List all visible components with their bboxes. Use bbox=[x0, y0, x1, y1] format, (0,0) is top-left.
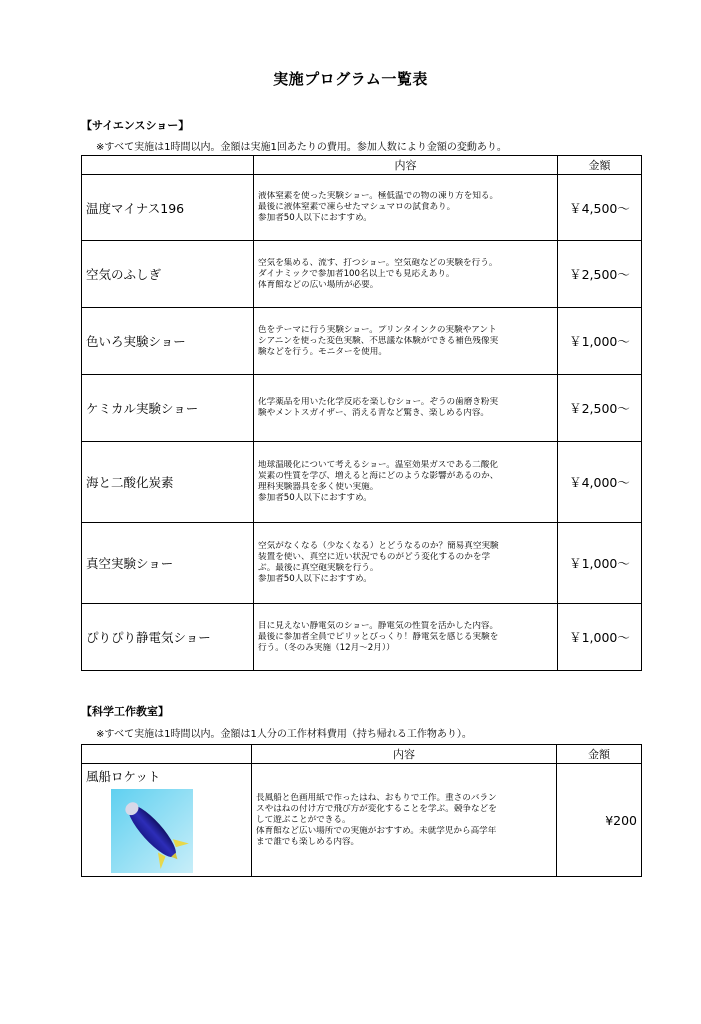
program-name: 色いろ実験ショー bbox=[82, 308, 254, 375]
program-description: 色をテーマに行う実験ショー。プリンタインクの実験やアント シアニンを使った変色実験、不思議な体験ができる補色残像実 験などを行う。モニターを使用。 bbox=[254, 308, 558, 375]
craft-table bbox=[81, 744, 642, 877]
program-name: ぴりぴり静電気ショー bbox=[82, 604, 254, 671]
science-show-note: ※すべて実施は1時間以内。金額は実施1回あたりの費用。参加人数により金額の変動あり。 bbox=[96, 142, 507, 153]
table-row bbox=[82, 764, 642, 877]
program-name: 空気のふしぎ bbox=[82, 241, 254, 308]
header-content: 内容 bbox=[254, 156, 558, 175]
table-row bbox=[82, 175, 642, 241]
program-name: ケミカル実験ショー bbox=[82, 375, 254, 442]
header-price: 金額 bbox=[558, 156, 642, 175]
program-price: ￥4,000～ bbox=[558, 442, 642, 523]
header-blank bbox=[82, 156, 254, 175]
table-row bbox=[82, 523, 642, 604]
craft-note: ※すべて実施は1時間以内。金額は1人分の工作材料費用（持ち帰れる工作物あり）。 bbox=[96, 729, 472, 740]
balloon-rocket-image bbox=[111, 789, 193, 873]
program-description: 液体窒素を使った実験ショー。極低温での物の凍り方を知る。 最後に液体窒素で凍らせたマシュマロの試食あり。 参加者50人以下におすすめ。 bbox=[254, 175, 558, 241]
program-cell bbox=[82, 764, 252, 877]
program-name: 真空実験ショー bbox=[82, 523, 254, 604]
table-row bbox=[82, 604, 642, 671]
table-row bbox=[82, 241, 642, 308]
program-description: 空気を集める、流す、打つショー。空気砲などの実験を行う。 ダイナミックで参加者100名以上でも見応えあり。 体育館などの広い場所が必要。 bbox=[254, 241, 558, 308]
program-name: 温度マイナス196 bbox=[82, 175, 254, 241]
program-price: ￥1,000～ bbox=[558, 604, 642, 671]
header-content: 内容 bbox=[252, 745, 557, 764]
page-title: 実施プログラム一覧表 bbox=[273, 70, 428, 88]
program-name: 海と二酸化炭素 bbox=[82, 442, 254, 523]
header-price: 金額 bbox=[557, 745, 642, 764]
program-price: ￥2,500～ bbox=[558, 241, 642, 308]
program-name: 風船ロケット bbox=[86, 769, 161, 784]
program-description: 化学薬品を用いた化学反応を楽しむショー。ぞうの歯磨き粉実 験やメントスガイザー、消える青など驚き、楽しめる内容。 bbox=[254, 375, 558, 442]
program-price: ￥2,500～ bbox=[558, 375, 642, 442]
craft-heading: 【科学工作教室】 bbox=[81, 705, 169, 718]
header-blank bbox=[82, 745, 252, 764]
science-show-heading: 【サイエンスショー】 bbox=[81, 119, 190, 132]
program-description: 地球温暖化について考えるショー。温室効果ガスである二酸化 炭素の性質を学び、増えると海にどのような影響があるのか、 理科実験器具を多く使い実施。 参加者50人以下におすすめ。 bbox=[254, 442, 558, 523]
table-row bbox=[82, 442, 642, 523]
program-description: 長風船と色画用紙で作ったはね、おもりで工作。重さのバラン スやはねの付け方で飛び方が変化することを学ぶ。競争などを して遊ぶことができる。 体育館など広い場所での実施がおすすめ。未就学児から高学年 まで誰でも楽しめる内容。 bbox=[252, 764, 557, 877]
program-description: 空気がなくなる（少なくなる）とどうなるのか？簡易真空実験 装置を使い、真空に近い状況でものがどう変化するのかを学 ぶ。最後に真空砲実験を行う。 参加者50人以下におすすめ。 bbox=[254, 523, 558, 604]
program-price: ¥200 bbox=[557, 764, 642, 877]
program-price: ￥4,500～ bbox=[558, 175, 642, 241]
program-price: ￥1,000～ bbox=[558, 308, 642, 375]
science-show-table bbox=[81, 155, 642, 671]
table-row bbox=[82, 375, 642, 442]
program-description: 目に見えない静電気のショー。静電気の性質を活かした内容。 最後に参加者全員でピリッとびっくり！静電気を感じる実験を 行う。（冬のみ実施（12月～2月）） bbox=[254, 604, 558, 671]
table-row bbox=[82, 308, 642, 375]
program-price: ￥1,000～ bbox=[558, 523, 642, 604]
